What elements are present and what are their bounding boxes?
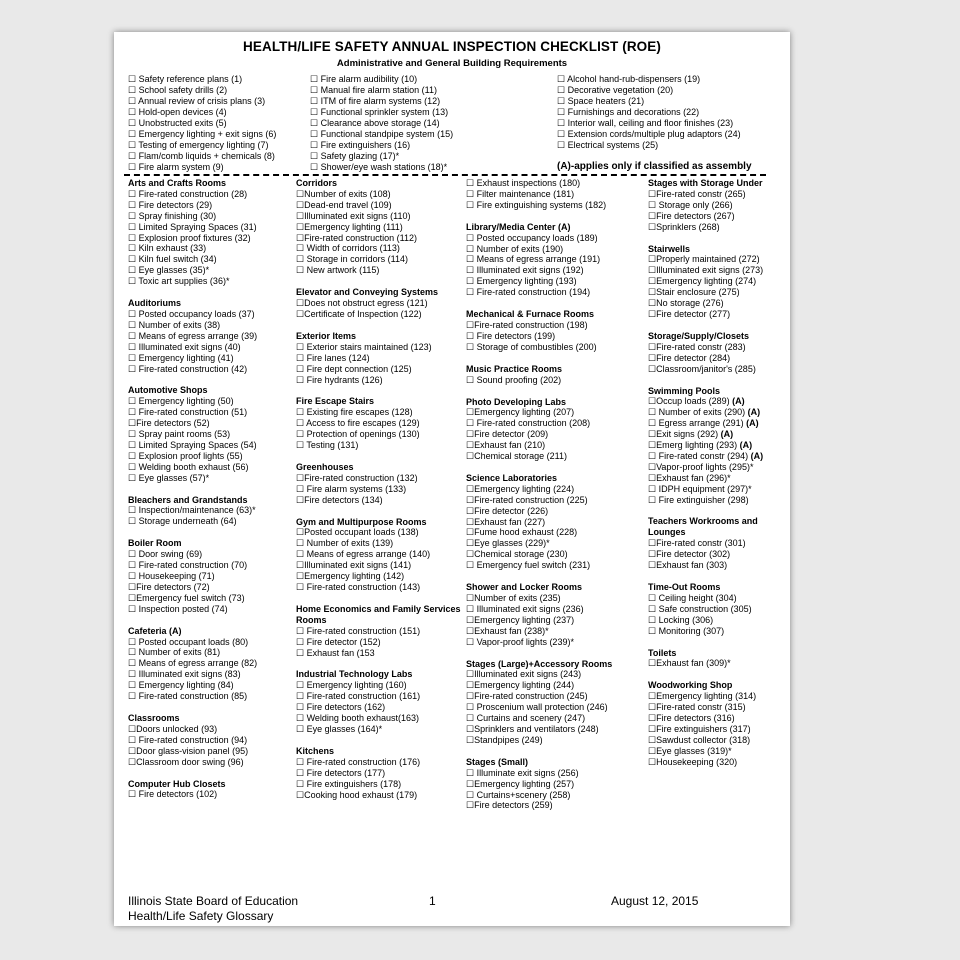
checklist-item[interactable]: ☐Fire-rated construction (245) <box>466 691 588 702</box>
checklist-item[interactable]: ☐Emergency fuel switch (73) <box>128 592 245 603</box>
checklist-item[interactable]: ☐ Fire-rated construction (151) <box>296 625 421 636</box>
checklist-item[interactable]: ☐Number of exits (235) <box>466 593 561 603</box>
document-page <box>114 32 790 926</box>
checklist-item[interactable]: ☐Fire-rated constr (315) <box>648 702 746 713</box>
checklist-item[interactable]: ☐ Fire alarm systems (133) <box>296 483 407 494</box>
checklist-section <box>128 298 296 374</box>
checklist-item[interactable]: ☐ Spray paint rooms (53) <box>128 429 231 440</box>
checklist-item[interactable]: ☐Cooking hood exhaust (179) <box>296 789 418 800</box>
checklist-item[interactable]: ☐ Vapor-proof lights (239)* <box>466 636 574 647</box>
checklist-item[interactable]: ☐Door glass-vision panel (95) <box>128 745 249 756</box>
checklist-section <box>648 516 788 571</box>
checklist-item[interactable]: ☐ Storage of combustibles (200) <box>466 341 597 352</box>
checklist-section <box>466 364 646 386</box>
checklist-item[interactable]: ☐Eye glasses (319)* <box>648 745 732 756</box>
checklist-item[interactable]: ☐ Fire dept connection (125) <box>296 363 412 374</box>
checklist-item[interactable]: ☐ Filter maintenance (181) <box>466 188 575 199</box>
checklist-item[interactable]: ☐ Storage underneath (64) <box>128 516 237 527</box>
checklist-item[interactable]: ☐Illuminated exit signs (110) <box>296 210 411 221</box>
checklist-section <box>296 669 464 734</box>
checklist-item[interactable]: ☐Emergency lighting (274) <box>648 276 757 287</box>
checklist-item[interactable]: ☐ Fire detector (152) <box>296 636 381 647</box>
section-heading: Cafeteria (A) <box>128 625 182 636</box>
checklist-item[interactable]: ☐ IDPH equipment (297)* <box>648 483 752 494</box>
checklist-item[interactable]: ☐Fire detector (209) <box>466 429 549 440</box>
checklist-item[interactable]: ☐ Emergency lighting + exit signs (6) <box>128 129 277 139</box>
checklist-item[interactable]: ☐Emergency lighting (257) <box>466 778 575 789</box>
checklist-item[interactable]: ☐Emergency lighting (142) <box>296 571 405 582</box>
section-heading: Teachers Workrooms and Lounges <box>648 516 758 538</box>
checklist-item[interactable]: ☐ Safety glazing (17)* <box>310 151 400 161</box>
section-heading: Library/Media Center (A) <box>466 221 571 232</box>
checklist-item[interactable]: ☐ Fire-rated construction (161) <box>296 691 421 702</box>
checklist-section <box>648 680 788 767</box>
checklist-item[interactable]: ☐ Number of exits (190) <box>466 243 564 254</box>
checklist-item[interactable]: ☐ Unobstructed exits (5) <box>128 118 227 128</box>
checklist-item[interactable]: ☐ Kiln fuel switch (34) <box>128 254 217 265</box>
checklist-item[interactable]: ☐ Storage in corridors (114) <box>296 254 408 265</box>
checklist-item[interactable]: ☐Fire detectors (72) <box>128 581 210 592</box>
checklist-item[interactable]: ☐Emergency lighting (111) <box>296 221 403 232</box>
section-heading: Auditoriums <box>128 298 181 309</box>
checklist-item[interactable]: ☐ Fire-rated construction (85) <box>128 691 248 702</box>
checklist-section <box>296 604 464 659</box>
checklist-item[interactable]: ☐ Fire-rated construction (194) <box>466 287 591 298</box>
checklist-item[interactable]: ☐ Inspection posted (74) <box>128 603 228 614</box>
checklist-item[interactable]: ☐ Emergency lighting (50) <box>128 396 234 407</box>
checklist-item[interactable]: ☐ Inspection/maintenance (63)* <box>128 505 256 516</box>
checklist-item[interactable]: ☐ Welding booth exhaust(163) <box>296 713 419 724</box>
checklist-item[interactable]: ☐Fire-rated constr (301) <box>648 538 746 549</box>
checklist-item[interactable]: ☐Classroom/janitor's (285) <box>648 363 756 374</box>
checklist-item[interactable]: ☐ Proscenium wall protection (246) <box>466 702 608 713</box>
checklist-item[interactable]: ☐Occup loads (289) (A) <box>648 396 745 407</box>
checklist-item[interactable]: ☐ Illuminated exit signs (83) <box>128 669 241 680</box>
checklist-item[interactable]: ☐ Illuminated exit signs (40) <box>128 341 241 352</box>
checklist-item[interactable]: ☐Exhaust fan (210) <box>466 440 546 451</box>
checklist-item[interactable]: ☐Fire detectors (259) <box>466 800 553 811</box>
checklist-item[interactable]: ☐ Storage only (266) <box>648 199 733 210</box>
checklist-item[interactable]: ☐ Toxic art supplies (36)* <box>128 276 230 287</box>
checklist-item[interactable]: ☐ Means of egress arrange (140) <box>296 549 431 560</box>
checklist-item[interactable]: ☐ Means of egress arrange (191) <box>466 254 601 265</box>
checklist-section <box>296 462 464 506</box>
checklist-item[interactable]: ☐ Functional standpipe system (15) <box>310 129 454 139</box>
checklist-item[interactable]: ☐ Kiln exhaust (33) <box>128 243 207 254</box>
section-heading: Mechanical & Furnace Rooms <box>466 309 595 320</box>
checklist-item[interactable]: ☐ School safety drills (2) <box>128 85 228 95</box>
checklist-item[interactable]: ☐ Curtains and scenery (247) <box>466 713 586 724</box>
checklist-item[interactable]: ☐Vapor-proof lights (295)* <box>648 461 754 472</box>
checklist-item[interactable]: ☐ Fire extinguishers (16) <box>310 140 411 150</box>
checklist-item[interactable]: ☐ Number of exits (38) <box>128 319 221 330</box>
checklist-item[interactable]: ☐Exhaust fan (296)* <box>648 472 731 483</box>
checklist-item[interactable]: ☐ Access to fire escapes (129) <box>296 418 420 429</box>
checklist-item[interactable]: ☐ Testing of emergency lighting (7) <box>128 140 269 150</box>
section-heading: Fire Escape Stairs <box>296 396 375 407</box>
checklist-item[interactable]: ☐Fire-rated constr (265) <box>648 188 746 199</box>
section-heading: Science Laboratories <box>466 472 558 483</box>
checklist-item[interactable]: ☐Posted occupant loads (138) <box>296 527 419 538</box>
checklist-section <box>296 287 464 320</box>
checklist-section <box>648 178 788 233</box>
footer-org: Illinois State Board of Education <box>128 894 299 908</box>
checklist-item[interactable]: ☐ Annual review of crisis plans (3) <box>128 96 266 106</box>
checklist-item[interactable]: ☐ Extension cords/multiple plug adaptors (24) <box>557 129 741 139</box>
checklist-item[interactable]: ☐ Number of exits (81) <box>128 647 221 658</box>
checklist-item[interactable]: ☐ Fire-rated construction (28) <box>128 188 248 199</box>
checklist-item[interactable]: ☐ Fire alarm system (9) <box>128 162 224 172</box>
checklist-item[interactable]: ☐Fire detector (226) <box>466 505 549 516</box>
checklist-item[interactable]: ☐ Limited Spraying Spaces (31) <box>128 221 257 232</box>
checklist-item[interactable]: ☐Doors unlocked (93) <box>128 723 218 734</box>
checklist-item[interactable]: ☐ Fire-rated constr (294) (A) <box>648 450 764 461</box>
checklist-item[interactable]: ☐ Illuminated exit signs (192) <box>466 265 584 276</box>
checklist-item[interactable]: ☐ Number of exits (290) (A) <box>648 407 761 418</box>
section-heading: Shower and Locker Rooms <box>466 582 583 593</box>
checklist-item[interactable]: ☐ Fire detectors (102) <box>128 789 218 800</box>
section-heading: Elevator and Conveying Systems <box>296 287 439 298</box>
checklist-item[interactable]: ☐ Alcohol hand-rub-dispensers (19) <box>557 74 701 84</box>
checklist-item[interactable]: ☐ Monitoring (307) <box>648 625 725 636</box>
checklist-item[interactable]: ☐Fire-rated construction (198) <box>466 319 588 330</box>
checklist-item[interactable]: ☐ Fire extinguishers (178) <box>296 778 402 789</box>
section-heading: Automotive Shops <box>128 385 208 396</box>
checklist-column-3 <box>466 178 646 822</box>
dashed-divider <box>124 174 766 176</box>
section-heading: Classrooms <box>128 712 180 723</box>
checklist-item[interactable]: ☐ Electrical systems (25) <box>557 140 659 150</box>
checklist-section <box>648 386 788 506</box>
checklist-item[interactable]: ☐Properly maintained (272) <box>648 254 760 265</box>
checklist-item[interactable]: ☐ Fire-rated construction (42) <box>128 363 248 374</box>
section-heading: Gym and Multipurpose Rooms <box>296 516 427 527</box>
checklist-section <box>466 659 646 746</box>
checklist-item[interactable]: ☐Fire detectors (52) <box>128 418 210 429</box>
checklist-item[interactable]: ☐ Space heaters (21) <box>557 96 645 106</box>
checklist-item[interactable]: ☐ Fire extinguisher (298) <box>648 494 749 505</box>
checklist-section <box>128 495 296 528</box>
checklist-item[interactable]: ☐ Eye glasses (35)* <box>128 265 210 276</box>
checklist-section <box>466 582 646 647</box>
checklist-item[interactable]: ☐Fire detector (277) <box>648 308 731 319</box>
checklist-item[interactable]: ☐ Fire-rated construction (94) <box>128 734 248 745</box>
checklist-section <box>128 178 296 287</box>
checklist-item[interactable]: ☐Exit signs (292) (A) <box>648 429 734 440</box>
checklist-item[interactable]: ☐Number of exits (108) <box>296 188 391 199</box>
checklist-item[interactable]: ☐ Fire extinguishing systems (182) <box>466 199 607 210</box>
checklist-section <box>128 713 296 768</box>
section-heading: Stages (Small) <box>466 756 529 767</box>
section-heading: Toilets <box>648 647 677 658</box>
checklist-item[interactable]: ☐ Shower/eye wash stations (18)* <box>310 162 448 172</box>
checklist-item[interactable]: ☐ Explosion proof lights (55) <box>128 450 243 461</box>
checklist-section <box>296 396 464 451</box>
checklist-section <box>296 331 464 386</box>
checklist-item[interactable]: ☐Exhaust fan (309)* <box>648 658 731 669</box>
section-heading: Exterior Items <box>296 330 357 341</box>
checklist-item[interactable]: ☐ Posted occupancy loads (189) <box>466 232 598 243</box>
checklist-item[interactable]: ☐ Fire detectors (177) <box>296 767 386 778</box>
checklist-item[interactable]: ☐Fire extinguishers (317) <box>648 723 751 734</box>
section-heading: Music Practice Rooms <box>466 363 563 374</box>
checklist-section <box>648 582 788 637</box>
checklist-item[interactable]: ☐Fire detectors (134) <box>296 494 383 505</box>
checklist-item[interactable]: ☐ Fire-rated construction (70) <box>128 560 248 571</box>
checklist-item[interactable]: ☐Sawdust collector (318) <box>648 734 751 745</box>
document-title: HEALTH/LIFE SAFETY ANNUAL INSPECTION CHECKLIST (ROE) <box>243 39 661 54</box>
checklist-item[interactable]: ☐Housekeeping (320) <box>648 756 738 767</box>
checklist-item[interactable]: ☐ Means of egress arrange (39) <box>128 330 258 341</box>
checklist-item[interactable]: ☐ Emergency lighting (160) <box>296 680 407 691</box>
checklist-item[interactable]: ☐ Fire-rated construction (208) <box>466 418 591 429</box>
checklist-item[interactable]: ☐ Ceiling height (304) <box>648 592 737 603</box>
checklist-item[interactable]: ☐ Fire detectors (199) <box>466 330 556 341</box>
checklist-section <box>128 538 296 614</box>
page-number: 1 <box>429 894 436 908</box>
checklist-item[interactable]: ☐ Means of egress arrange (82) <box>128 658 258 669</box>
checklist-item[interactable]: ☐Sprinklers (268) <box>648 221 720 232</box>
admin-column-2 <box>310 74 453 173</box>
document-subtitle: Administrative and General Building Requirements <box>336 58 568 69</box>
admin-column-1 <box>128 74 276 173</box>
checklist-item[interactable]: ☐ Number of exits (139) <box>296 538 394 549</box>
checklist-item[interactable]: ☐Emergency lighting (244) <box>466 680 575 691</box>
checklist-item[interactable]: ☐ Limited Spraying Spaces (54) <box>128 439 257 450</box>
checklist-item[interactable]: ☐Emergency lighting (314) <box>648 691 757 702</box>
checklist-item[interactable]: ☐ Exterior stairs maintained (123) <box>296 341 432 352</box>
checklist-item[interactable]: ☐Eye glasses (229)* <box>466 538 550 549</box>
checklist-item[interactable]: ☐ Fire detectors (162) <box>296 702 386 713</box>
checklist-item[interactable]: ☐ Exhaust inspections (180) <box>466 178 581 188</box>
checklist-item[interactable]: ☐Sprinklers and ventilators (248) <box>466 723 599 734</box>
checklist-column-4 <box>648 178 788 779</box>
checklist-item[interactable]: ☐ Eye glasses (164)* <box>296 723 383 734</box>
checklist-section <box>648 331 788 375</box>
checklist-item[interactable]: ☐ Explosion proof fixtures (32) <box>128 232 251 243</box>
checklist-item[interactable]: ☐Fire-rated construction (225) <box>466 494 588 505</box>
checklist-item[interactable]: ☐ Welding booth exhaust (56) <box>128 461 249 472</box>
checklist-item[interactable]: ☐ Locking (306) <box>648 614 714 625</box>
section-heading: Greenhouses <box>296 461 354 472</box>
checklist-item[interactable]: ☐ Fire-rated construction (176) <box>296 756 421 767</box>
checklist-section <box>466 473 646 571</box>
checklist-item[interactable]: ☐ Interior wall, ceiling and floor finishes (23) <box>557 118 734 128</box>
checklist-item[interactable]: ☐ Egress arrange (291) (A) <box>648 418 759 429</box>
checklist-item[interactable]: ☐Dead-end travel (109) <box>296 199 392 210</box>
checklist-item[interactable]: ☐Standpipes (249) <box>466 734 543 745</box>
section-heading: Industrial Technology Labs <box>296 669 413 680</box>
checklist-item[interactable]: ☐ Emergency lighting (193) <box>466 276 577 287</box>
checklist-item[interactable]: ☐ Posted occupancy loads (37) <box>128 308 255 319</box>
checklist-item[interactable]: ☐ Safety reference plans (1) <box>128 74 243 84</box>
checklist-item[interactable]: ☐ Manual fire alarm station (11) <box>310 85 437 95</box>
checklist-item[interactable]: ☐ Decorative vegetation (20) <box>557 85 674 95</box>
checklist-item[interactable]: ☐ Clearance above storage (14) <box>310 118 440 128</box>
checklist-item[interactable]: ☐Emergency lighting (207) <box>466 407 575 418</box>
checklist-item[interactable]: ☐ Door swing (69) <box>128 549 203 560</box>
section-heading: Stages (Large)+Accessory Rooms <box>466 658 613 669</box>
checklist-item[interactable]: ☐Fire detector (284) <box>648 352 731 363</box>
checklist-item[interactable]: ☐ Emergency lighting (84) <box>128 680 234 691</box>
checklist-item[interactable]: ☐Fire-rated construction (112) <box>296 232 417 243</box>
assembly-note: (A)-applies only if classified as assembly <box>557 161 752 172</box>
checklist-item[interactable]: ☐ ITM of fire alarm systems (12) <box>310 96 441 106</box>
checklist-section <box>648 648 788 670</box>
section-heading: Boiler Room <box>128 538 182 549</box>
checklist-section <box>466 757 646 812</box>
checklist-section <box>128 779 296 801</box>
section-heading: Time-Out Rooms <box>648 582 721 592</box>
checklist-item[interactable]: ☐ Hold-open devices (4) <box>128 107 227 117</box>
section-heading: Photo Developing Labs <box>466 396 567 407</box>
checklist-section <box>466 309 646 353</box>
checklist-item[interactable]: ☐Stair enclosure (275) <box>648 287 740 298</box>
checklist-section <box>296 746 464 801</box>
checklist-item[interactable]: ☐ Width of corridors (113) <box>296 243 400 254</box>
checklist-item[interactable]: ☐Emergency lighting (237) <box>466 614 575 625</box>
checklist-section <box>466 178 646 211</box>
checklist-item[interactable]: ☐ Safe construction (305) <box>648 603 752 614</box>
section-heading: Computer Hub Closets <box>128 778 226 789</box>
section-heading: Stairwells <box>648 243 691 254</box>
checklist-item[interactable]: ☐ Testing (131) <box>296 440 359 451</box>
checklist-item[interactable]: ☐Certificate of Inspection (122) <box>296 308 422 319</box>
checklist-item[interactable]: ☐ Furnishings and decorations (22) <box>557 107 700 117</box>
footer-date: August 12, 2015 <box>611 894 699 908</box>
checklist-item[interactable]: ☐Exhaust fan (227) <box>466 516 546 527</box>
checklist-item[interactable]: ☐ Emergency fuel switch (231) <box>466 560 591 571</box>
checklist-section <box>466 222 646 298</box>
section-heading: Storage/Supply/Closets <box>648 330 750 341</box>
footer-doc: Health/Life Safety Glossary <box>128 909 274 923</box>
checklist-section <box>648 244 788 320</box>
section-heading: Arts and Crafts Rooms <box>128 178 227 188</box>
section-heading: Woodworking Shop <box>648 680 733 691</box>
checklist-item[interactable]: ☐Fire-rated construction (132) <box>296 472 418 483</box>
checklist-item[interactable]: ☐Illuminated exit signs (273) <box>648 265 764 276</box>
checklist-item[interactable]: ☐ Fire-rated construction (51) <box>128 407 248 418</box>
checklist-item[interactable]: ☐ Existing fire escapes (128) <box>296 407 413 418</box>
checklist-item[interactable]: ☐Fire detectors (267) <box>648 210 735 221</box>
checklist-item[interactable]: ☐ Exhaust fan (153 <box>296 647 375 658</box>
section-heading: Corridors <box>296 178 338 188</box>
checklist-item[interactable]: ☐Does not obstruct egress (121) <box>296 298 428 309</box>
checklist-item[interactable]: ☐ Fire hydrants (126) <box>296 374 383 385</box>
checklist-item[interactable]: ☐ Fire lanes (124) <box>296 352 370 363</box>
checklist-item[interactable]: ☐Fire-rated constr (283) <box>648 341 746 352</box>
section-heading: Swimming Pools <box>648 385 721 396</box>
checklist-item[interactable]: ☐Illuminated exit signs (243) <box>466 669 582 680</box>
checklist-item[interactable]: ☐ Illuminated exit signs (236) <box>466 603 584 614</box>
checklist-item[interactable]: ☐ Fire alarm audibility (10) <box>310 74 418 84</box>
section-heading: Bleachers and Grandstands <box>128 494 248 505</box>
checklist-item[interactable]: ☐ Posted occupant loads (80) <box>128 636 249 647</box>
section-heading: Kitchens <box>296 745 335 756</box>
checklist-item[interactable]: ☐ New artwork (115) <box>296 265 380 276</box>
checklist-item[interactable]: ☐ Housekeeping (71) <box>128 571 215 581</box>
checklist-item[interactable]: ☐ Protection of openings (130) <box>296 429 420 440</box>
checklist-item[interactable]: ☐ Fire-rated construction (143) <box>296 582 421 592</box>
checklist-column-1 <box>128 178 296 811</box>
checklist-item[interactable]: ☐Illuminated exit signs (141) <box>296 560 412 571</box>
section-heading: Home Economics and Family Services Rooms <box>296 603 461 625</box>
checklist-item[interactable]: ☐Fire detector (302) <box>648 549 731 560</box>
checklist-item[interactable]: ☐ Flam/comb liquids + chemicals (8) <box>128 151 275 161</box>
checklist-item[interactable]: ☐Fume hood exhaust (228) <box>466 527 578 538</box>
checklist-item[interactable]: ☐Fire detectors (316) <box>648 713 735 724</box>
checklist-item[interactable]: ☐ Fire detectors (29) <box>128 199 213 210</box>
checklist-item[interactable]: ☐Chemical storage (211) <box>466 451 567 462</box>
admin-column-3 <box>557 74 741 151</box>
checklist-section <box>128 385 296 483</box>
checklist-item[interactable]: ☐Exhaust fan (238)* <box>466 625 549 636</box>
checklist-section <box>296 517 464 593</box>
checklist-section <box>296 178 464 276</box>
checklist-item[interactable]: ☐ Sound proofing (202) <box>466 374 562 385</box>
checklist-item[interactable]: ☐Emergency lighting (224) <box>466 483 575 494</box>
checklist-column-2 <box>296 178 464 811</box>
checklist-item[interactable]: ☐ Curtains+scenery (258) <box>466 789 571 800</box>
checklist-section <box>466 397 646 462</box>
checklist-item[interactable]: ☐Exhaust fan (303) <box>648 560 728 571</box>
section-heading: Stages with Storage Under <box>648 178 763 188</box>
checklist-item[interactable]: ☐Chemical storage (230) <box>466 549 568 560</box>
checklist-item[interactable]: ☐Emerg lighting (293) (A) <box>648 440 753 451</box>
checklist-item[interactable]: ☐ Illuminate exit signs (256) <box>466 767 579 778</box>
checklist-item[interactable]: ☐ Emergency lighting (41) <box>128 352 234 363</box>
checklist-item[interactable]: ☐Classroom door swing (96) <box>128 756 244 767</box>
checklist-item[interactable]: ☐No storage (276) <box>648 298 724 309</box>
footer-left <box>128 894 298 924</box>
checklist-section <box>128 626 296 702</box>
checklist-item[interactable]: ☐ Functional sprinkler system (13) <box>310 107 449 117</box>
checklist-item[interactable]: ☐ Eye glasses (57)* <box>128 472 210 483</box>
checklist-item[interactable]: ☐ Spray finishing (30) <box>128 210 217 221</box>
